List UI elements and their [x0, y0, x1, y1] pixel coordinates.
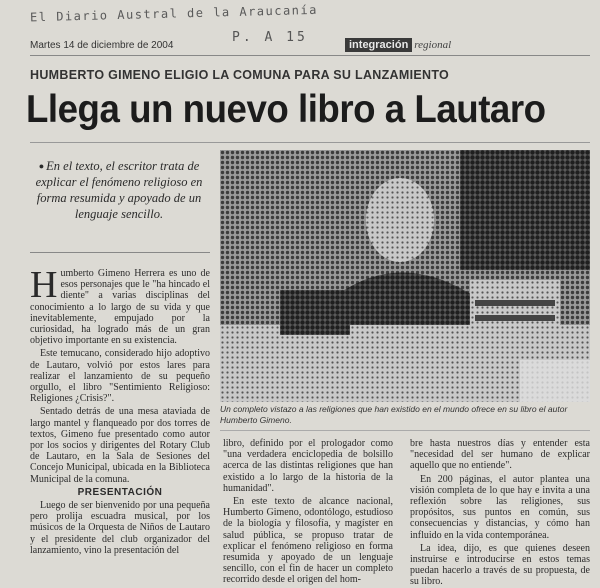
dateline: Martes 14 de diciembre de 2004	[30, 40, 174, 51]
drop-cap: H	[30, 268, 58, 306]
body-paragraph: Humberto Gimeno Herrera es uno de esos personajes que le "ha hincado el diente" a varias disciplinas del conocimiento a lo largo de su vida y que inevitablemente, empujado por la curiosidad, ha logrado más de un gran objetivo importante en su existencia.	[30, 268, 210, 347]
caption-rule	[220, 430, 590, 431]
pullquote	[34, 158, 204, 222]
section-subhead: PRESENTACIÓN	[77, 486, 163, 498]
body-column-1	[30, 268, 210, 583]
section-main-label: integración	[345, 38, 412, 52]
pullquote-text: En el texto, el escritor trata de explicar el fenómeno religioso en forma resumida y apoyado de un lenguaje sencillo.	[35, 159, 203, 221]
section-sub-label: regional	[414, 39, 452, 51]
body-paragraph: Este temucano, considerado hijo adoptivo de Lautaro, volvió por estos lares para realizar el lanzamiento de su pequeño orgullo, el libro "Sentimiento Religioso: Religiones ¿Crisis?".	[30, 348, 210, 405]
body-paragraph: bre hasta nuestros días y entender esta "necesidad del ser humano de explicar aquello que no entiende".	[410, 438, 590, 472]
section-tag	[345, 38, 451, 52]
handwritten-source-note: El Diario Austral de la Araucanía	[29, 2, 319, 25]
pullquote-rule	[30, 252, 210, 253]
article-photo	[220, 150, 590, 402]
article-headline: Llega un nuevo libro a Lautaro	[26, 88, 546, 131]
body-paragraph: En este texto de alcance nacional, Humberto Gimeno, odontólogo, estudioso de la biología y filosofía, y magíster en salud pública, se propuso tratar de explicar el fenómeno religioso en forma resumida y apoyado de un lenguaje sencillo, con el fin de hacer un completo recorrido desde el origen del hom-	[223, 496, 393, 586]
body-paragraph: Luego de ser bienvenido por una pequeña pero prolija escuadra musical, por los músicos de la Orquesta de Niños de Lautaro y el presidente del club organizador del lanzamiento, vino la presentación del	[30, 500, 210, 556]
body-column-3	[410, 438, 590, 586]
photo-caption: Un completo vistazo a las religiones que han existido en el mundo ofrece en su libro el autor Humberto Gimeno.	[220, 404, 568, 425]
bullet-icon: ●	[38, 161, 45, 171]
handwritten-page-note: P. A 15	[232, 30, 308, 45]
body-paragraph: En 200 páginas, el autor plantea una visión completa de lo que hay e invita a una reflexión sobre las religiones, sus propósitos, sus puntos en común, sus consecuencias y distancias, y cómo han influido en la vida contemporánea.	[410, 473, 590, 541]
headline-rule	[30, 142, 590, 143]
body-paragraph: Sentado detrás de una mesa ataviada de largo mantel y flanqueado por dos torres de textos, Gimeno fue presentado como autor por los socios y dirigentes del Rotary Club de Lautaro, en la Sala de Sesiones del Concejo Municipal, ubicada en la Biblioteca Municipal de la comuna.	[30, 406, 210, 485]
article-kicker: HUMBERTO GIMENO ELIGIO LA COMUNA PARA SU LANZAMIENTO	[30, 68, 450, 82]
body-paragraph: La idea, dijo, es que quienes deseen instruirse e introducirse en estos temas puedan hacerlo a través de su propuesta, de su libro.	[410, 542, 590, 586]
body-column-2	[223, 438, 393, 586]
top-rule	[30, 55, 590, 56]
body-paragraph: libro, definido por el prologador como "una verdadera enciclopedia de bolsillo acerca de las distintas religiones que han existido a lo largo de la historia de la humanidad".	[223, 438, 393, 494]
